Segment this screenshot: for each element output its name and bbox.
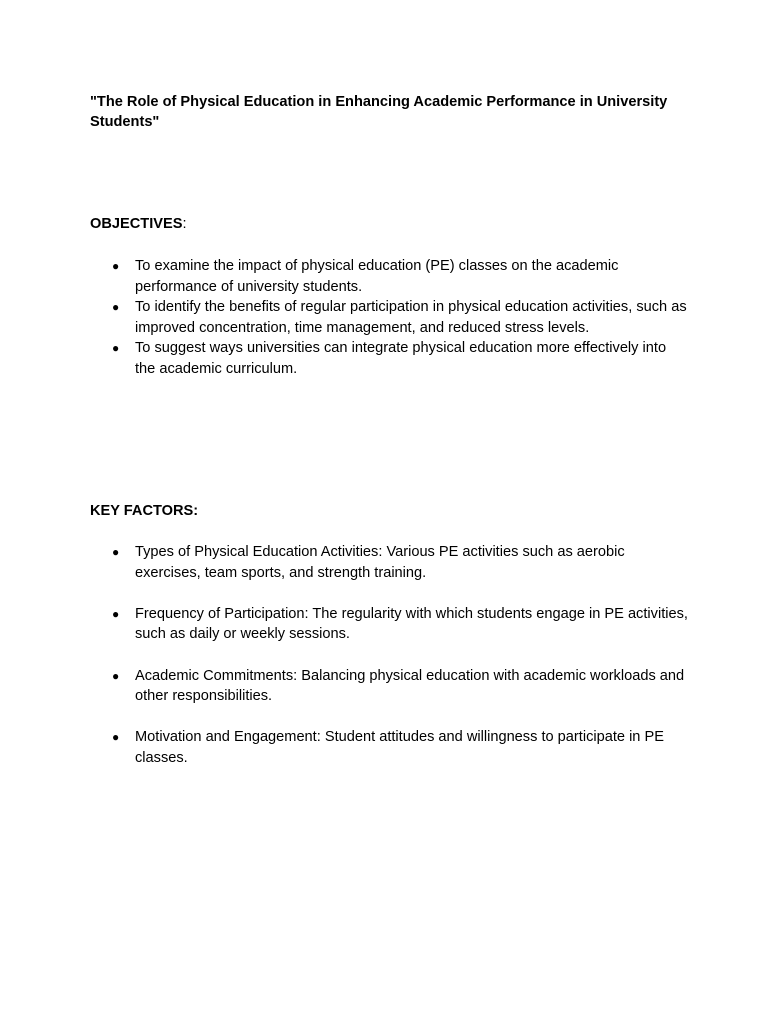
bullet-icon: ● bbox=[112, 730, 120, 745]
objectives-list bbox=[90, 256, 690, 380]
list-item-text: To suggest ways universities can integrate physical education more effectively into the academic curriculum. bbox=[135, 340, 667, 377]
bullet-icon: ● bbox=[112, 259, 120, 273]
bullet-icon: ● bbox=[112, 668, 120, 683]
list-item-text: Types of Physical Education Activities: Various PE activities such as aerobic exercises, team sports, and strength training. bbox=[135, 544, 625, 581]
list-item-text: To examine the impact of physical education (PE) classes on the academic performance of university students. bbox=[135, 258, 619, 295]
bullet-icon: ● bbox=[112, 341, 120, 356]
list-item-text: To identify the benefits of regular participation in physical education activities, such as improved concentration, time management, and reduced stress levels. bbox=[135, 299, 687, 336]
objectives-heading bbox=[90, 214, 187, 234]
bullet-icon: ● bbox=[112, 545, 120, 559]
objectives-heading-colon: : bbox=[182, 216, 187, 232]
list-item bbox=[90, 604, 690, 645]
list-item bbox=[90, 666, 690, 707]
list-item-text: Motivation and Engagement: Student attitudes and willingness to participate in PE classes. bbox=[135, 729, 664, 766]
bullet-icon: ● bbox=[112, 300, 120, 315]
list-item bbox=[90, 297, 690, 338]
objectives-heading-text: OBJECTIVES bbox=[90, 216, 183, 232]
list-item-text: Frequency of Participation: The regularity with which students engage in PE activities, such as daily or weekly sessions. bbox=[135, 605, 688, 643]
list-item bbox=[90, 542, 690, 583]
key-factors-heading: KEY FACTORS: bbox=[90, 503, 199, 519]
document-title: "The Role of Physical Education in Enhancing Academic Performance in University Students" bbox=[90, 94, 668, 130]
bullet-icon: ● bbox=[112, 606, 120, 621]
list-item-text: Academic Commitments: Balancing physical education with academic workloads and other responsibilities. bbox=[135, 667, 685, 705]
list-item bbox=[90, 727, 690, 768]
key-factors-list bbox=[90, 542, 690, 789]
list-item bbox=[90, 256, 690, 297]
list-item bbox=[90, 338, 690, 379]
